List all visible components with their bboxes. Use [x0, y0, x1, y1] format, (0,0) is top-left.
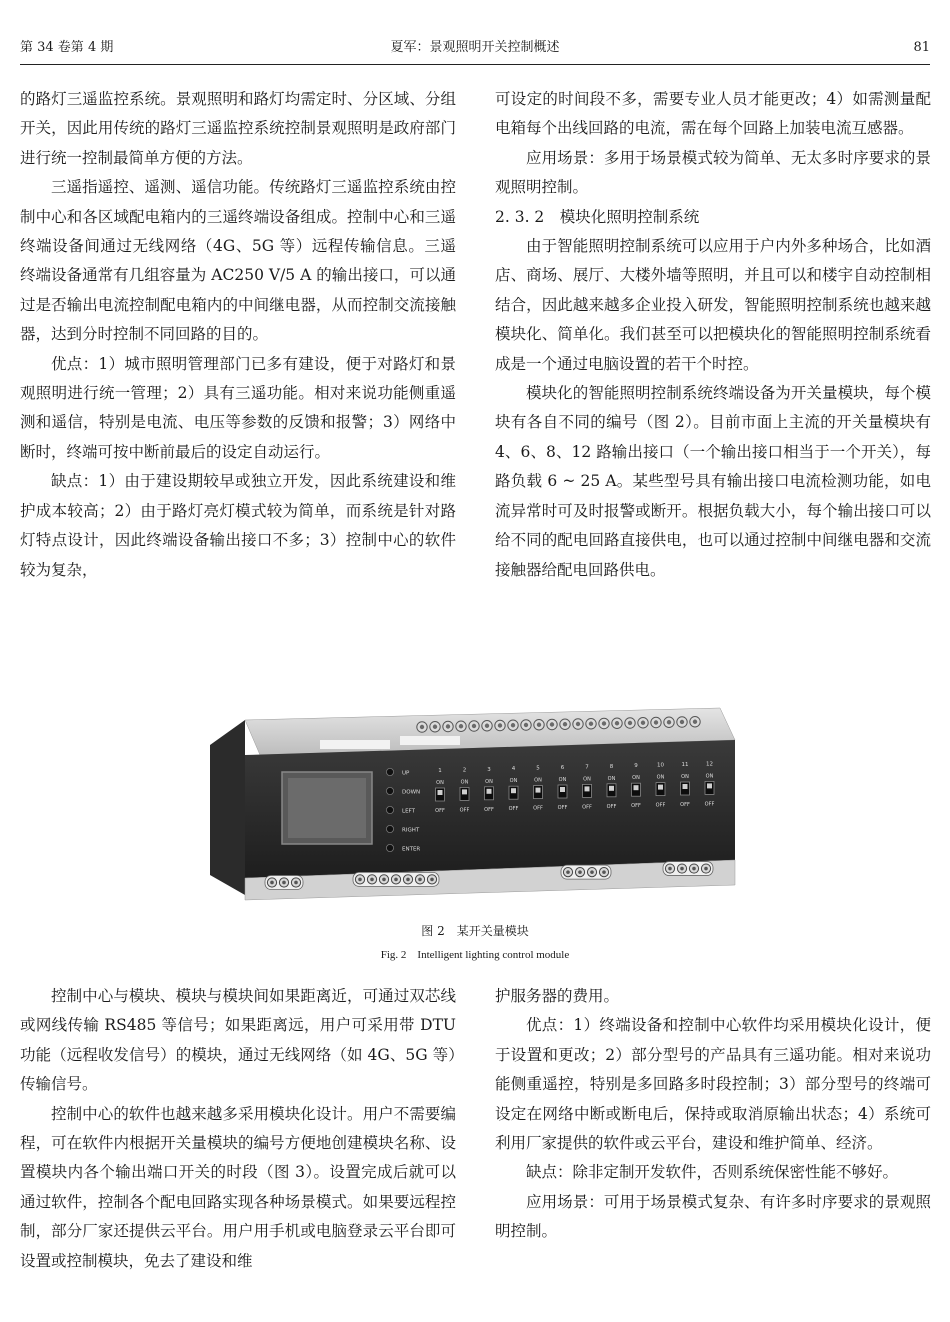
- nav-button-down: [386, 787, 393, 794]
- terminal-screw-hole: [680, 867, 684, 871]
- paragraph: 模块化的智能照明控制系统终端设备为开关量模块，每个模块有各自不同的编号（图 2）。目前市面上主流的开关量模块有 4、6、8、12 路输出接口（一个输出接口相当于一个开关），每路负载 6 ~ 25 A。某些型号具有输出接口电流检测功能，如电流异常时可及时报警或断开。根据负载大小，每个输出接口可以给不同的配电回路直接供电，也可以通过控制中间继电器和交流接触器给配电回路供电。: [495, 384, 931, 579]
- switch-off-label: OFF: [459, 807, 470, 814]
- switch-on-label: ON: [534, 777, 542, 784]
- channel-number: 2: [462, 767, 467, 774]
- switch-toggle: [585, 786, 590, 791]
- terminal-screw-hole: [406, 878, 410, 882]
- switch-off-label: OFF: [631, 803, 641, 810]
- switch-on-label: ON: [681, 774, 689, 780]
- terminal-screw-hole: [524, 723, 528, 727]
- terminal-screw-hole: [602, 870, 606, 874]
- terminal-screw-hole: [433, 725, 437, 729]
- channel-number: 10: [657, 762, 664, 769]
- header-rule: [20, 64, 930, 65]
- switch-toggle: [487, 789, 492, 794]
- paragraph: 应用场景：多用于场景模式较为简单、无太多时序要求的景观照明控制。: [495, 148, 931, 197]
- switch-toggle: [707, 783, 712, 788]
- nav-button-label: DOWN: [402, 789, 421, 796]
- terminal-screw-hole: [418, 878, 422, 882]
- switch-toggle: [634, 785, 639, 790]
- terminal-screw-hole: [578, 870, 582, 874]
- switch-on-label: ON: [583, 776, 591, 783]
- terminal-screw-hole: [692, 867, 696, 871]
- figure-caption-cn: 图 2 某开关量模块: [421, 924, 529, 938]
- nav-button-label: RIGHT: [402, 827, 420, 834]
- terminal-screw-hole: [668, 867, 672, 871]
- terminal-screw-hole: [654, 720, 658, 724]
- terminal-screw-hole: [446, 724, 450, 728]
- running-title: 夏军：景观照明开关控制概述: [390, 40, 560, 55]
- channel-number: 3: [487, 766, 491, 773]
- label-strip: [320, 740, 390, 749]
- terminal-screw-hole: [420, 725, 424, 729]
- switch-off-label: OFF: [655, 802, 666, 809]
- terminal-screw-hole: [590, 870, 594, 874]
- section-heading: 2. 3. 2 模块化照明控制系统: [495, 207, 700, 226]
- switch-toggle: [536, 788, 541, 793]
- nav-button-label: ENTER: [402, 846, 421, 853]
- switch-on-label: ON: [460, 779, 469, 786]
- terminal-screw-hole: [680, 720, 684, 724]
- switch-off-label: OFF: [508, 806, 519, 813]
- terminal-screw-hole: [358, 878, 362, 882]
- paragraph: 的路灯三遥监控系统。景观照明和路灯均需定时、分区域、分组开关，因此用传统的路灯三遥监控系统控制景观照明是政府部门进行统一控制最简单方便的方法。: [20, 90, 456, 167]
- switch-toggle: [438, 790, 443, 795]
- page-number: 81: [913, 40, 930, 55]
- terminal-screw-hole: [704, 867, 708, 871]
- paragraph: 优点：1）终端设备和控制中心软件均采用模块化设计，便于设置和更改；2）部分型号的产品具有三遥功能。相对来说功能侧重遥控，特别是多回路多时段控制；3）部分型号的终端可设定在网络中断或断电后，保持或取消原输出状态；4）系统可利用厂家提供的软件或云平台，建设和维护简单、经济。: [495, 1016, 931, 1153]
- terminal-screw-hole: [294, 881, 298, 885]
- nav-button-enter: [386, 844, 393, 851]
- switch-off-label: OFF: [557, 805, 568, 811]
- channel-number: 6: [560, 765, 565, 771]
- terminal-screw-hole: [576, 722, 580, 726]
- nav-button-right: [386, 825, 393, 832]
- terminal-screw-hole: [641, 721, 645, 725]
- paragraph: 由于智能照明控制系统可以应用于户内外多种场合，比如酒店、商场、展厅、大楼外墙等照明，并且可以和楼宇自动控制相结合，因此越来越多企业投入研发，智能照明控制系统也越来越模块化、简单化。我们甚至可以把模块化的智能照明控制系统看成是一个通过电脑设置的若干个时控。: [495, 237, 931, 373]
- column-left-bottom: [20, 982, 456, 1276]
- switch-toggle: [658, 785, 663, 790]
- channel-number: 8: [609, 763, 614, 770]
- terminal-screw-hole: [537, 723, 541, 727]
- terminal-screw-hole: [282, 881, 286, 885]
- paragraph: 优点：1）城市照明管理部门已多有建设，便于对路灯和景观照明进行统一管理；2）具有三遥功能。相对来说功能侧重遥测和遥信，特别是电流、电压等参数的反馈和报警；3）网络中断时，终端可按中断前最后的设定自动运行。: [20, 354, 456, 461]
- switch-toggle: [462, 789, 467, 794]
- switch-on-label: ON: [558, 777, 567, 783]
- switch-off-label: OFF: [533, 805, 543, 812]
- warning-label: [400, 736, 460, 745]
- module-end-cap: [210, 720, 245, 895]
- terminal-screw-hole: [459, 724, 463, 728]
- lcd-display-area: [288, 778, 366, 838]
- paragraph: 缺点：除非定制开发软件，否则系统保密性能不够好。: [526, 1163, 899, 1182]
- switch-module-photo: [200, 700, 750, 910]
- terminal-screw-hole: [628, 721, 632, 725]
- channel-number: 12: [706, 761, 713, 768]
- nav-button-label: LEFT: [402, 808, 415, 815]
- channel-number: 11: [681, 762, 689, 768]
- switch-on-label: ON: [436, 780, 444, 786]
- column-right-bottom: [495, 982, 931, 1247]
- terminal-screw-hole: [602, 721, 606, 725]
- switch-on-label: ON: [607, 775, 616, 782]
- paragraph: 可设定的时间段不多，需要专业人员才能更改；4）如需测量配电箱每个出线回路的电流，需在每个回路上加装电流互感器。: [495, 90, 931, 138]
- paragraph: 控制中心的软件也越来越多采用模块化设计。用户不需要编程，可在软件内根据开关量模块的编号方便地创建模块名称、设置模块内各个输出端口开关的时段（图 3）。设置完成后就可以通过软件，控制各个配电回路实现各种场景模式。如果要远程控制，部分厂家还提供云平台。用户用手机或电脑登录云平台即可设置或控制模块，免去了建设和维: [20, 1104, 456, 1270]
- column-left-top: [20, 85, 456, 585]
- switch-on-label: ON: [705, 773, 714, 780]
- switch-toggle: [609, 786, 614, 791]
- switch-off-label: OFF: [606, 803, 617, 810]
- terminal-screw-hole: [511, 723, 515, 727]
- running-header: [20, 36, 930, 60]
- figure-switch-module: [200, 700, 750, 910]
- nav-button-up: [386, 768, 393, 775]
- terminal-screw-hole: [615, 721, 619, 725]
- switch-off-label: OFF: [680, 802, 690, 808]
- switch-toggle: [511, 788, 516, 793]
- column-right-top: [495, 85, 931, 585]
- terminal-screw-hole: [566, 870, 570, 874]
- paragraph: 缺点：1）由于建设期较早或独立开发，因此系统建设和维护成本较高；2）由于路灯亮灯模式较为简单，而系统是针对路灯特点设计，因此终端设备输出接口不多；3）控制中心的软件较为复杂，: [20, 472, 456, 579]
- terminal-screw-hole: [270, 881, 274, 885]
- terminal-screw-hole: [472, 724, 476, 728]
- paragraph: 三遥指遥控、遥测、遥信功能。传统路灯三遥监控系统由控制中心和各区域配电箱内的三遥终端设备组成。控制中心和三遥终端设备间通过无线网络（4G、5G 等）远程传输信息。三遥终端设备通常有几组容量为 AC250 V/5 A 的输出接口，可以通过是否输出电流控制配电箱内的中间继电器，从而控制交流接触器，达到分时控制不同回路的目的。: [20, 178, 456, 344]
- nav-button-label: UP: [402, 770, 410, 777]
- channel-number: 1: [438, 768, 442, 774]
- switch-on-label: ON: [509, 778, 518, 785]
- channel-number: 7: [585, 764, 589, 771]
- switch-on-label: ON: [485, 778, 493, 785]
- paragraph: 护服务器的费用。: [495, 987, 620, 1005]
- terminal-screw-hole: [382, 878, 386, 882]
- switch-on-label: ON: [632, 775, 640, 782]
- terminal-screw-hole: [370, 878, 374, 882]
- switch-toggle: [683, 784, 688, 789]
- terminal-screw-hole: [667, 720, 671, 724]
- switch-on-label: ON: [656, 774, 665, 781]
- switch-off-label: OFF: [704, 801, 715, 808]
- terminal-screw-hole: [693, 720, 697, 724]
- switch-off-label: OFF: [435, 808, 445, 814]
- channel-number: 5: [536, 765, 540, 772]
- terminal-screw-hole: [430, 878, 434, 882]
- volume-issue: 第 34 卷第 4 期: [20, 40, 114, 55]
- switch-off-label: OFF: [582, 804, 592, 811]
- terminal-screw-hole: [589, 722, 593, 726]
- channel-number: 4: [511, 766, 516, 773]
- figure-caption-en: Fig. 2 Intelligent lighting control module: [380, 949, 570, 961]
- terminal-screw-hole: [563, 722, 567, 726]
- nav-button-left: [386, 806, 393, 813]
- terminal-screw-hole: [550, 722, 554, 726]
- paragraph: 应用场景：可用于场景模式复杂、有许多时序要求的景观照明控制。: [495, 1192, 931, 1241]
- channel-number: 9: [634, 763, 638, 770]
- terminal-screw-hole: [498, 723, 502, 727]
- switch-off-label: OFF: [484, 806, 494, 813]
- terminal-screw-hole: [394, 878, 398, 882]
- paragraph: 控制中心与模块、模块与模块间如果距离近，可通过双芯线或网线传输 RS485 等信号；如果距离远，用户可采用带 DTU 功能（远程收发信号）的模块，通过无线网络（如 4G、5G 等）传输信号。: [20, 987, 456, 1094]
- terminal-screw-hole: [485, 724, 489, 728]
- switch-toggle: [560, 787, 565, 792]
